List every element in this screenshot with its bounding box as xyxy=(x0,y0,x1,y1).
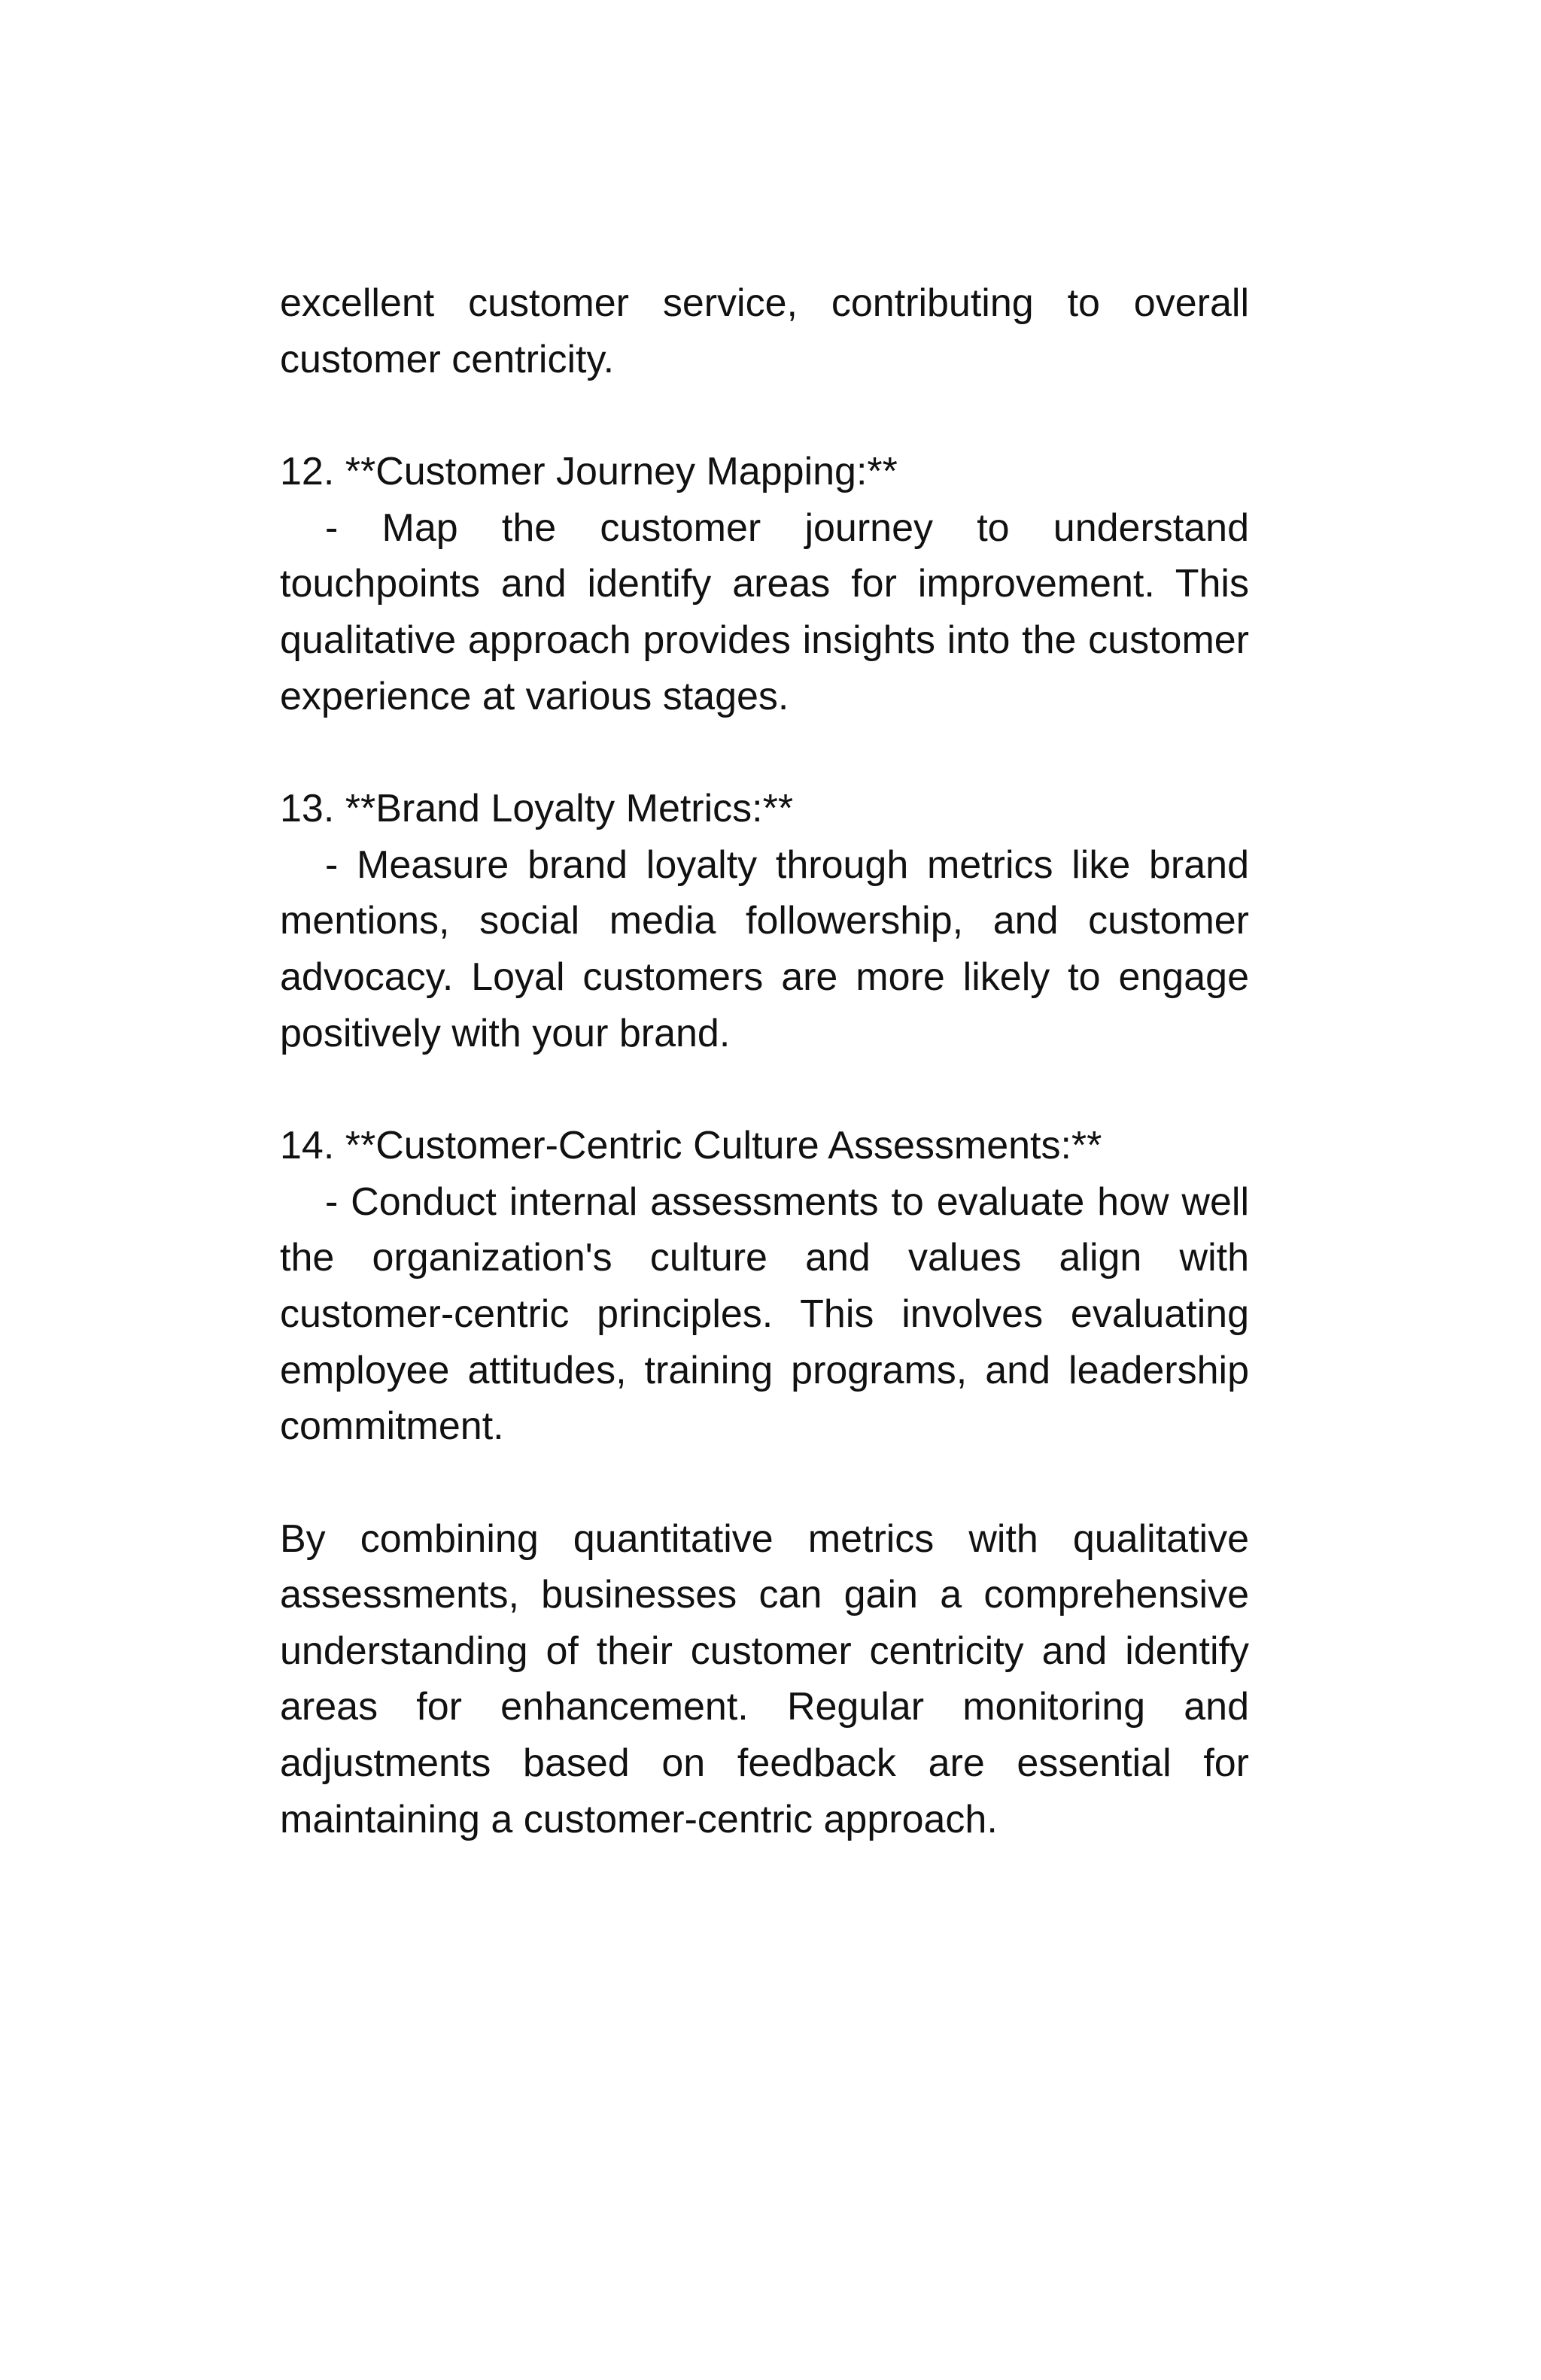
conclusion-paragraph: By combining quantitative metrics with qualitative assessments, businesses can gain a comprehensive understanding of their customer centricity and identify areas for enhancement. Regular monitoring and adjustments based on feedback are essential for maintaining a customer-centric approach. xyxy=(280,1516,1249,1841)
section-12-body: - Map the customer journey to understand touchpoints and identify areas for improvement. This qualitative approach provides insights into the customer experience at various stages. xyxy=(280,505,1249,718)
paragraph-gap xyxy=(280,724,1249,781)
paragraph-gap xyxy=(280,387,1249,444)
section-13-heading: 13. **Brand Loyalty Metrics:** xyxy=(280,787,794,831)
section-12-heading: 12. **Customer Journey Mapping:** xyxy=(280,450,898,494)
intro-continuation-paragraph: excellent customer service, contributing to overall customer centricity. xyxy=(280,281,1249,381)
document-body xyxy=(280,275,1249,1847)
section-14-body: - Conduct internal assessments to evaluate how well the organization's culture and values align with customer-centric principles. This involves evaluating employee attitudes, training programs, and leadership commitment. xyxy=(280,1179,1249,1449)
paragraph-gap xyxy=(280,1061,1249,1118)
paragraph-gap xyxy=(280,1455,1249,1511)
section-13-body: - Measure brand loyalty through metrics like brand mentions, social media followership, and customer advocacy. Loyal customers are more likely to engage positively with your brand. xyxy=(280,842,1249,1055)
section-14-heading: 14. **Customer-Centric Culture Assessments:** xyxy=(280,1124,1102,1168)
